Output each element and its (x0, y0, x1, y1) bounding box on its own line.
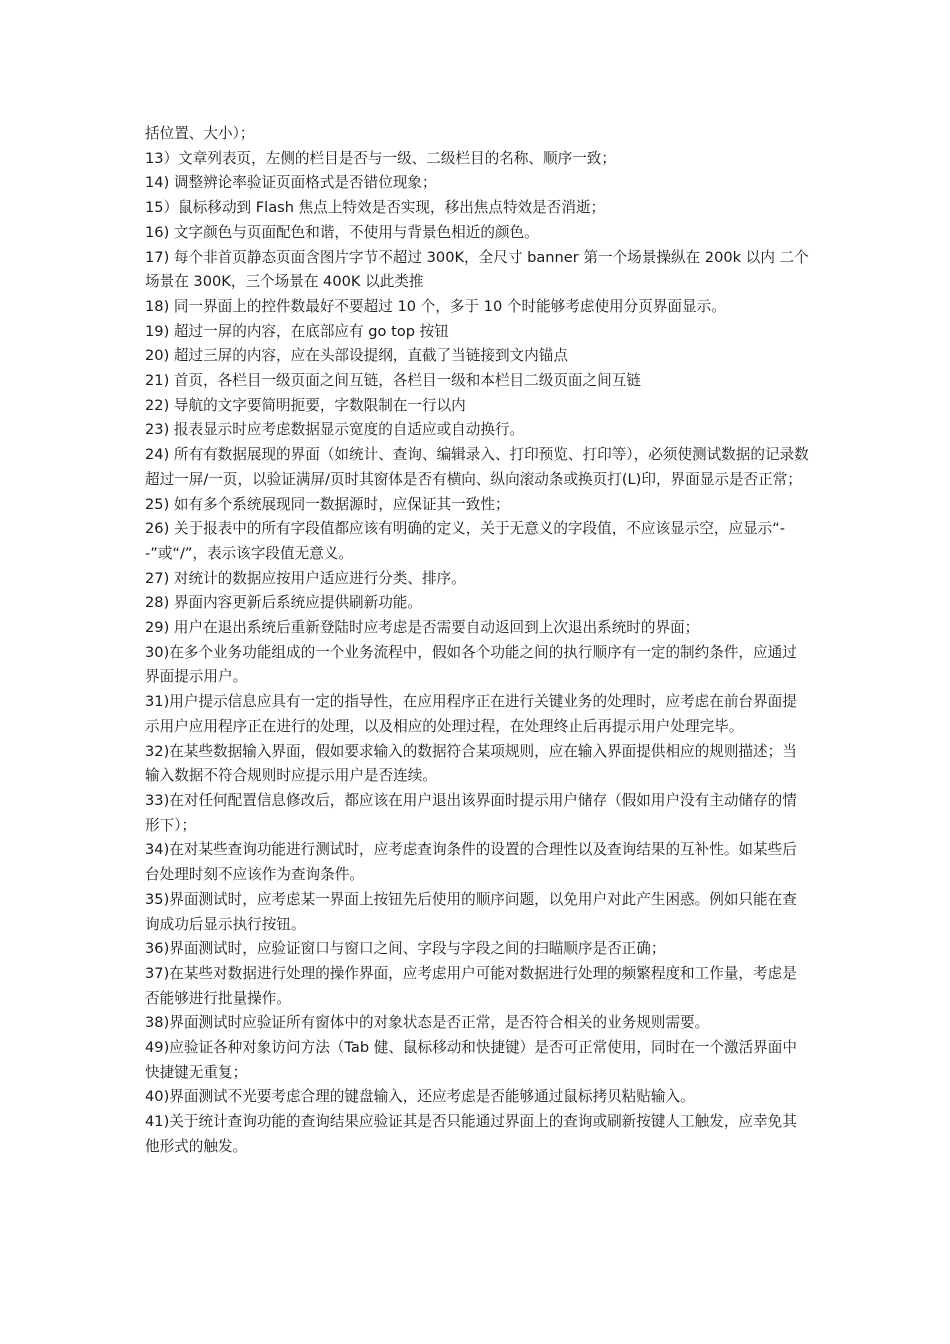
document-body (145, 122, 810, 1160)
paragraph: 49)应验证各种对象访问方法（Tab 健、鼠标移动和快捷键）是否可正常使用，同时在一个激活界面中快捷键无重复； (145, 1039, 797, 1081)
paragraph: 28) 界面内容更新后系统应提供刷新功能。 (145, 594, 422, 612)
paragraph: 26) 关于报表中的所有字段值都应该有明确的定义，关于无意义的字段值，不应该显示空，应显示“--”或“/”，表示该字段值无意义。 (145, 520, 786, 562)
paragraph: 19) 超过一屏的内容，在底部应有 go top 按钮 (145, 322, 449, 340)
paragraph: 23) 报表显示时应考虑数据显示宽度的自适应或自动换行。 (145, 421, 525, 439)
paragraph: 33)在对任何配置信息修改后，都应该在用户退出该界面时提示用户储存（假如用户没有主动储存的情形下）； (145, 791, 797, 834)
paragraph: 25) 如有多个系统展现同一数据源时，应保证其一致性； (145, 495, 510, 513)
paragraph: 16) 文字颜色与页面配色和谐，不使用与背景色相近的颜色。 (145, 223, 539, 241)
paragraph: 15）鼠标移动到 Flash 焦点上特效是否实现，移出焦点特效是否消逝； (145, 199, 606, 217)
paragraph: 27) 对统计的数据应按用户适应进行分类、排序。 (145, 569, 466, 587)
paragraph: 30)在多个业务功能组成的一个业务流程中，假如各个功能之间的执行顺序有一定的制约条件，应通过界面提示用户。 (145, 643, 797, 686)
paragraph: 34)在对某些查询功能进行测试时，应考虑查询条件的设置的合理性以及查询结果的互补性。如某些后台处理时刻不应该作为查询条件。 (145, 841, 797, 884)
paragraph: 37)在某些对数据进行处理的操作界面，应考虑用户可能对数据进行处理的频繁程度和工作量，考虑是否能够进行批量操作。 (145, 964, 797, 1007)
paragraph: 35)界面测试时，应考虑某一界面上按钮先后使用的顺序问题，以免用户对此产生困惑。例如只能在查询成功后显示执行按钮。 (145, 890, 797, 933)
paragraph: 32)在某些数据输入界面，假如要求输入的数据符合某项规则，应在输入界面提供相应的规则描述；当输入数据不符合规则时应提示用户是否连续。 (145, 742, 797, 785)
paragraph: 29) 用户在退出系统后重新登陆时应考虑是否需要自动返回到上次退出系统时的界面； (145, 619, 700, 637)
paragraph: 38)界面测试时应验证所有窗体中的对象状态是否正常，是否符合相关的业务规则需要。 (145, 1014, 710, 1032)
paragraph: 17) 每个非首页静态页面含图片字节不超过 300K，全尺寸 banner 第一个场景操纵在 200k 以内 二个场景在 300K，三个场景在 400K 以此类推 (145, 248, 809, 291)
paragraph: 括位置、大小）； (145, 125, 255, 142)
paragraph: 36)界面测试时，应验证窗口与窗口之间、字段与字段之间的扫瞄顺序是否正确； (145, 940, 666, 958)
paragraph: 40)界面测试不光要考虑合理的键盘输入，还应考虑是否能够通过鼠标拷贝粘贴输入。 (145, 1088, 695, 1106)
paragraph: 31)用户提示信息应具有一定的指导性，在应用程序正在进行关键业务的处理时，应考虑在前台界面提示用户应用程序正在进行的处理，以及相应的处理过程，在处理终止后再提示用户处理完毕。 (145, 693, 797, 735)
paragraph: 22) 导航的文字要简明扼要，字数限制在一行以内 (145, 396, 466, 414)
paragraph: 13）文章列表页，左侧的栏目是否与一级、二级栏目的名称、顺序一致； (145, 149, 616, 167)
paragraph: 14) 调整辨论率验证页面格式是否错位现象； (145, 174, 437, 192)
paragraph: 41)关于统计查询功能的查询结果应验证其是否只能通过界面上的查询或刷新按键人工触发，应幸免其他形式的触发。 (145, 1113, 797, 1155)
paragraph: 18) 同一界面上的控件数最好不要超过 10 个，多于 10 个时能够考虑使用分页界面显示。 (145, 297, 726, 315)
paragraph: 21) 首页，各栏目一级页面之间互链，各栏目一级和本栏目二级页面之间互链 (145, 372, 641, 390)
paragraph: 20) 超过三屏的内容，应在头部设提纲，直截了当链接到文内锚点 (145, 347, 568, 365)
paragraph: 24) 所有有数据展现的界面（如统计、查询、编辑录入、打印预览、打印等），必须使测试数据的记录数超过一屏/一页，以验证满屏/页时其窗体是否有横向、纵向滚动条或换页打(L)印，界面显示是否正常； (145, 446, 809, 488)
